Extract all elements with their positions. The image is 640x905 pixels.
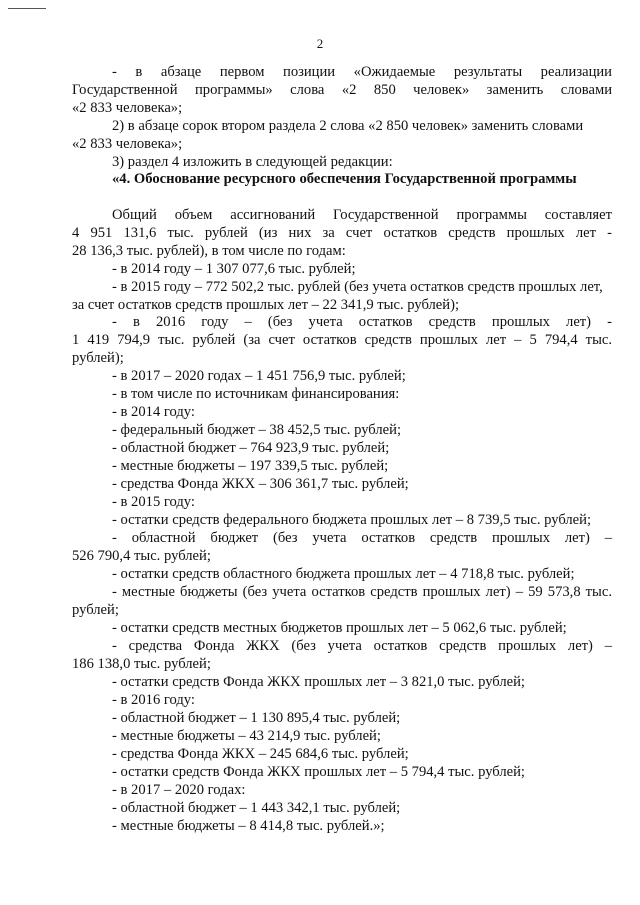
text-line: - остатки средств Фонда ЖКХ прошлых лет – 5 794,4 тыс. рублей; bbox=[112, 764, 525, 780]
text-line: - остатки средств областного бюджета прошлых лет – 4 718,8 тыс. рублей; bbox=[112, 566, 575, 582]
text-line: - в 2016 году: bbox=[112, 692, 195, 708]
text-line: - в 2015 году – 772 502,2 тыс. рублей (без учета остатков средств прошлых лет, bbox=[112, 279, 603, 295]
text-line: - остатки средств федерального бюджета прошлых лет – 8 739,5 тыс. рублей; bbox=[112, 512, 592, 528]
text-line: - в том числе по источникам финансирования: bbox=[112, 386, 400, 402]
text-line: 1 419 794,9 тыс. рублей (за счет остатков средств прошлых лет – 5 794,4 тыс. bbox=[72, 332, 612, 348]
text-line: «2 833 человека»; bbox=[72, 136, 183, 152]
text-line: - в 2014 году – 1 307 077,6 тыс. рублей; bbox=[112, 261, 356, 277]
text-line: - в 2014 году: bbox=[112, 404, 195, 420]
text-line: «2 833 человека»; bbox=[72, 100, 183, 116]
text-line: - остатки средств местных бюджетов прошлых лет – 5 062,6 тыс. рублей; bbox=[112, 620, 567, 636]
text-line: - местные бюджеты – 8 414,8 тыс. рублей.»; bbox=[112, 818, 385, 834]
text-line: - областной бюджет – 1 130 895,4 тыс. рублей; bbox=[112, 710, 401, 726]
text-line: - в 2017 – 2020 годах: bbox=[112, 782, 246, 798]
text-line: - средства Фонда ЖКХ – 245 684,6 тыс. рублей; bbox=[112, 746, 409, 762]
text-line: - областной бюджет (без учета остатков средств прошлых лет) – bbox=[112, 530, 612, 546]
section-heading: «4. Обоснование ресурсного обеспечения Государственной программы bbox=[112, 171, 577, 187]
text-line: 28 136,3 тыс. рублей), в том числе по годам: bbox=[72, 243, 346, 259]
page-number: 2 bbox=[316, 36, 324, 51]
text-line: 4 951 131,6 тыс. рублей (из них за счет остатков средств прошлых лет - bbox=[72, 225, 612, 241]
header-rule bbox=[8, 8, 46, 9]
text-line: - местные бюджеты – 43 214,9 тыс. рублей; bbox=[112, 728, 381, 744]
text-line: Общий объем ассигнований Государственной программы составляет bbox=[112, 207, 612, 223]
text-line: - средства Фонда ЖКХ – 306 361,7 тыс. рублей; bbox=[112, 476, 409, 492]
text-line: 3) раздел 4 изложить в следующей редакции: bbox=[112, 154, 393, 170]
text-line: - областной бюджет – 1 443 342,1 тыс. рублей; bbox=[112, 800, 401, 816]
text-line: - в 2015 году: bbox=[112, 494, 195, 510]
text-line: рублей); bbox=[72, 350, 124, 366]
text-line: за счет остатков средств прошлых лет – 22 341,9 тыс. рублей); bbox=[72, 297, 459, 313]
text-line: - областной бюджет – 764 923,9 тыс. рублей; bbox=[112, 440, 390, 456]
text-line: - в 2017 – 2020 годах – 1 451 756,9 тыс. рублей; bbox=[112, 368, 406, 384]
text-line: - местные бюджеты (без учета остатков средств прошлых лет) – 59 573,8 тыс. bbox=[112, 584, 612, 600]
text-line: - местные бюджеты – 197 339,5 тыс. рублей; bbox=[112, 458, 389, 474]
text-line: рублей; bbox=[72, 602, 119, 618]
text-line: - в абзаце первом позиции «Ожидаемые результаты реализации bbox=[112, 64, 612, 80]
text-line: - остатки средств Фонда ЖКХ прошлых лет – 3 821,0 тыс. рублей; bbox=[112, 674, 525, 690]
text-line: 2) в абзаце сорок втором раздела 2 слова «2 850 человек» заменить словами bbox=[112, 118, 584, 134]
text-line: - средства Фонда ЖКХ (без учета остатков средств прошлых лет) – bbox=[112, 638, 612, 654]
text-line: Государственной программы» слова «2 850 человек» заменить словами bbox=[72, 82, 612, 98]
text-line: 526 790,4 тыс. рублей; bbox=[72, 548, 211, 564]
text-line: - в 2016 году – (без учета остатков средств прошлых лет) - bbox=[112, 314, 612, 330]
text-line: 186 138,0 тыс. рублей; bbox=[72, 656, 211, 672]
text-line: - федеральный бюджет – 38 452,5 тыс. рублей; bbox=[112, 422, 401, 438]
